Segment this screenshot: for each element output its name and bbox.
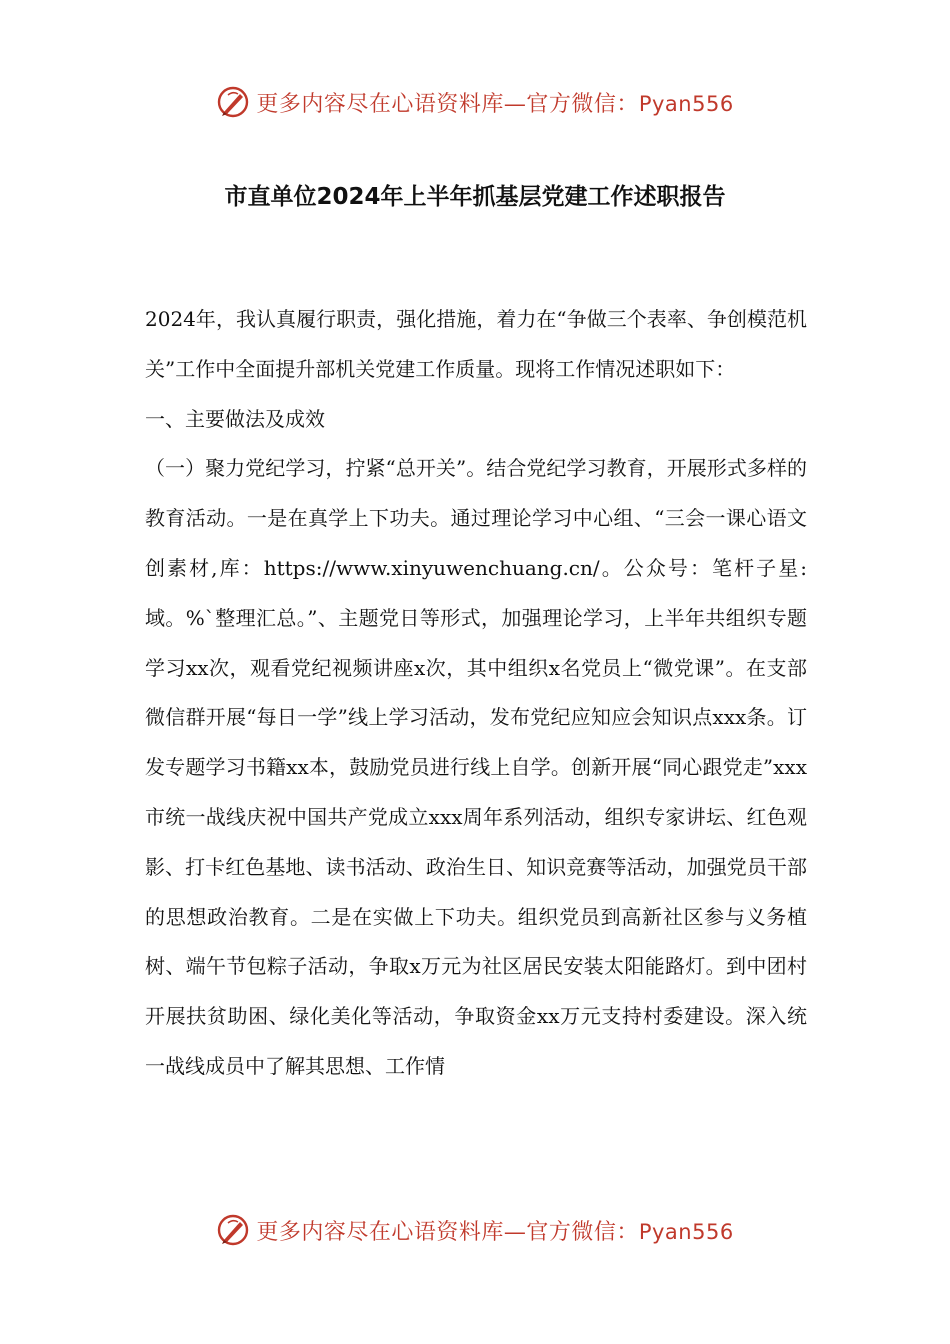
watermark-text: 更多内容尽在心语资料库—官方微信：Pyan556 (256, 91, 734, 117)
section-heading: 一、主要做法及成效 (145, 406, 325, 431)
paragraph-intro: 2024年，我认真履行职责，强化措施，着力在“争做三个表率、争创模范机关”工作中全面提升部机关党建工作质量。现将工作情况述职如下： (145, 307, 807, 381)
watermark-banner-top (0, 80, 950, 124)
page-title: 市直单位2024年上半年抓基层党建工作述职报告 (224, 184, 726, 210)
watermark-contact: Pyan556 (638, 1219, 734, 1244)
watermark-text: 更多内容尽在心语资料库—官方微信：Pyan556 (256, 1219, 734, 1245)
document-body (145, 295, 807, 1092)
watermark-banner-bottom (0, 1208, 950, 1252)
paragraph-section-one: （一）聚力党纪学习，拧紧“总开关”。结合党纪学习教育，开展形式多样的教育活动。一是在真学上下功夫。通过理论学习中心组、“三会一课心语文创素材,库：https://www.xinyuwenchuang.cn/。公众号：笔杆子星:域。%`整理汇总。”、主题党日等形式，加强理论学习，上半年共组织专题学习xx次，观看党纪视频讲座x次，其中组织x名党员上“微党课”。在支部微信群开展“每日一学”线上学习活动，发布党纪应知应会知识点xxx条。订发专题学习书籍xx本，鼓励党员进行线上自学。创新开展“同心跟党走”xxx市统一战线庆祝中国共产党成立xxx周年系列活动，组织专家讲坛、红色观影、打卡红色基地、读书活动、政治生日、知识竞赛等活动，加强党员干部的思想政治教育。二是在实做上下功夫。组织党员到高新社区参与义务植树、端午节包粽子活动，争取x万元为社区居民安装太阳能路灯。到中团村开展扶贫助困、绿化美化等活动，争取资金xx万元支持村委建设。深入统一战线成员中了解其思想、工作情 (145, 456, 807, 1078)
watermark-contact: Pyan556 (638, 91, 734, 116)
pen-logo-icon (216, 85, 250, 119)
pen-logo-icon (216, 1213, 250, 1247)
